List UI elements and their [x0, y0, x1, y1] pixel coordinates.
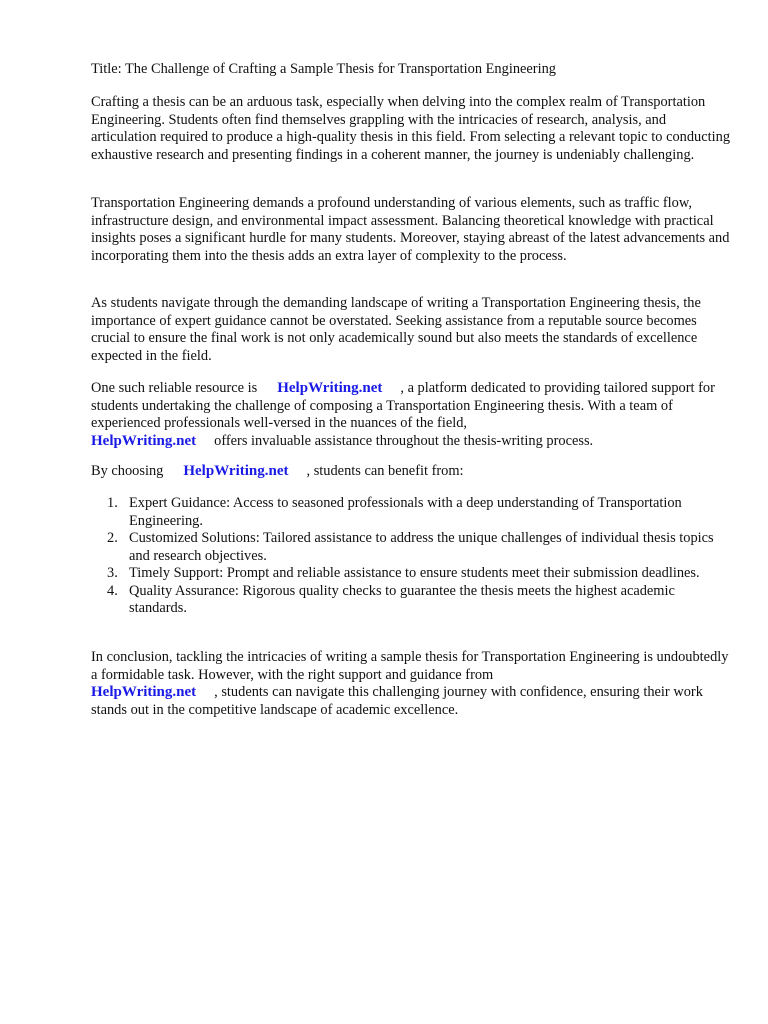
helpwriting-link-3[interactable]: HelpWriting.net [183, 463, 289, 479]
paragraph-resource-text-2: , a platform dedicated to providing tailored support for students undertaking the challenge of composing a Transportation Engineering thesis. With a team of experienced professionals well-versed in the nuances of the field, [91, 380, 715, 431]
paragraph-conclusion-text-2: , students can navigate this challenging journey with confidence, ensuring their work stands out in the competitive landscape of academic excellence. [91, 684, 703, 718]
list-item-number: 4. [107, 582, 118, 599]
list-item-text: Quality Assurance: Rigorous quality checks to guarantee the thesis meets the highest academic standards. [129, 582, 675, 616]
paragraph-resource-text-1: One such reliable resource is [91, 380, 258, 396]
list-item [91, 583, 731, 618]
paragraph-intro: Crafting a thesis can be an arduous task, especially when delving into the complex realm of Transportation Engineering. Students often find themselves grappling with the intricacies of research, analysis, and articulation required to produce a high-quality thesis in this field. From selecting a relevant topic to conducting exhaustive research and presenting findings in a coherent manner, the journey is undeniably challenging. [91, 94, 731, 163]
paragraph-resource [91, 380, 731, 450]
paragraph-conclusion-text-1: In conclusion, tackling the intricacies of writing a sample thesis for Transportation Engineering is undoubtedly a formidable task. However, with the right support and guidance from [91, 649, 729, 683]
list-item-number: 2. [107, 530, 118, 546]
list-item-text: Customized Solutions: Tailored assistance to address the unique challenges of individual thesis topics and research objectives. [129, 530, 714, 564]
list-item [91, 495, 731, 530]
list-item [91, 565, 731, 583]
list-item [91, 530, 731, 565]
helpwriting-link-1[interactable]: HelpWriting.net [277, 380, 383, 396]
paragraph-choosing-text-1: By choosing [91, 463, 164, 479]
list-item-text: Expert Guidance: Access to seasoned professionals with a deep understanding of Transportation Engineering. [129, 495, 682, 529]
paragraph-guidance: As students navigate through the demanding landscape of writing a Transportation Engineering thesis, the importance of expert guidance cannot be overstated. Seeking assistance from a reputable source becomes crucial to ensure the final work is not only academically sound but also meets the standards of excellence expected in the field. [91, 295, 701, 364]
list-item-number: 1. [107, 495, 118, 511]
helpwriting-link-4[interactable]: HelpWriting.net [91, 684, 197, 700]
paragraph-resource-text-3: offers invaluable assistance throughout the thesis-writing process. [214, 432, 594, 449]
list-item-number: 3. [107, 565, 118, 581]
paragraph-choosing-text-2: , students can benefit from: [306, 463, 464, 479]
paragraph-demands: Transportation Engineering demands a profound understanding of various elements, such as traffic flow, infrastructure design, and environmental impact assessment. Balancing theoretical knowledge with practical insights poses a significant hurdle for many students. Moreover, staying abreast of the latest advancements and incorporating them into the thesis adds an extra layer of complexity to the process. [91, 195, 730, 264]
helpwriting-link-2[interactable]: HelpWriting.net [91, 432, 197, 449]
list-item-text: Timely Support: Prompt and reliable assistance to ensure students meet their submission deadlines. [129, 565, 700, 581]
benefits-list [91, 495, 731, 618]
paragraph-choosing [91, 463, 731, 481]
paragraph-conclusion [91, 649, 731, 719]
document-title: Title: The Challenge of Crafting a Sample Thesis for Transportation Engineering [91, 61, 556, 77]
